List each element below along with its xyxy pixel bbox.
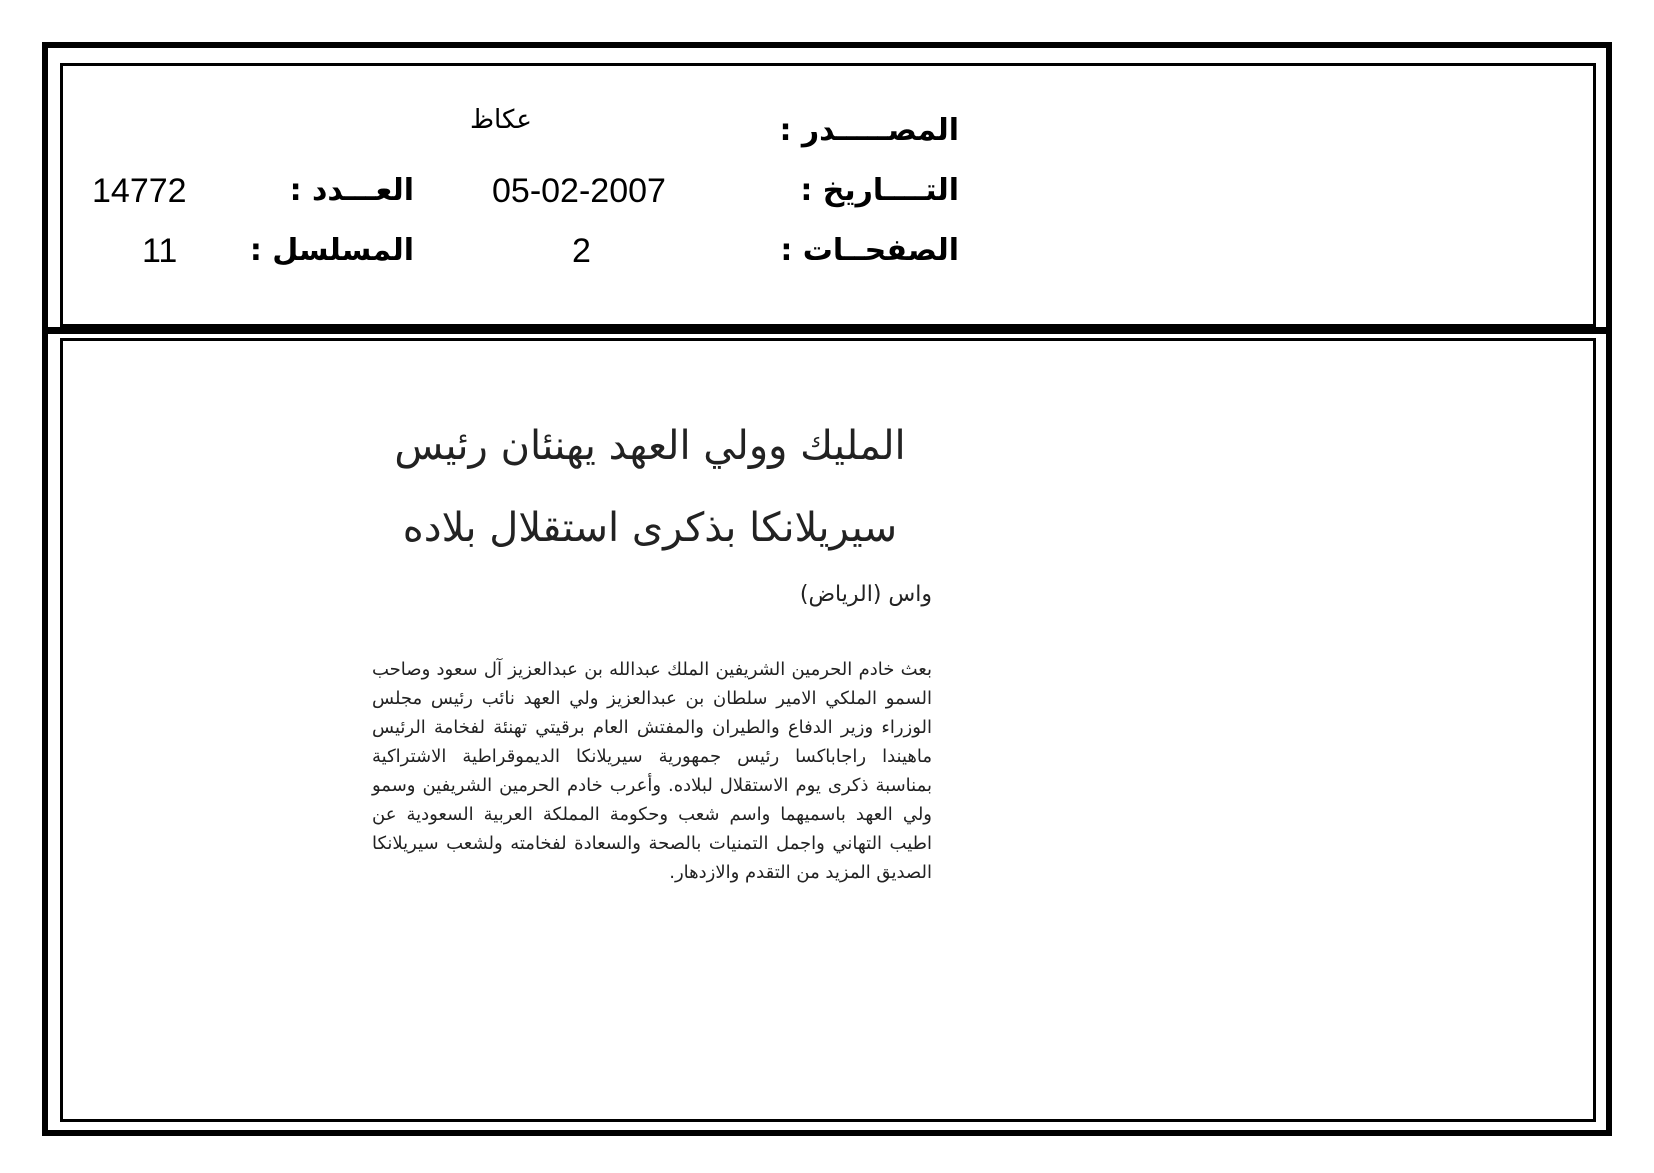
pages-value: 2 bbox=[572, 232, 591, 270]
date-label: التــــاريخ : bbox=[800, 173, 959, 208]
pages-label: الصفحــات : bbox=[780, 233, 959, 268]
header-divider bbox=[42, 327, 1612, 334]
source-label: المصـــــدر : bbox=[779, 113, 959, 148]
article-body: بعث خادم الحرمين الشريفين الملك عبدالله بن عبدالعزيز آل سعود وصاحب السمو الملكي الامير سلطان بن عبدالعزيز ولي العهد نائب رئيس مجلس الوزراء وزير الدفاع والطيران والمفتش العام برقيتي تهنئة لفخامة الرئيس ماهيندا راجاباكسا رئيس جمهورية سيريلانكا الديموقراطية الاشتراكية بمناسبة ذكرى يوم الاستقلال لبلاده. وأعرب خادم الحرمين الشريفين وسمو ولي العهد باسميهما واسم شعب وحكومة المملكة العربية السعودية عن اطيب التهاني واجمل التمنيات بالصحة والسعادة لفخامته ولشعب سيريلانكا الصديق المزيد من التقدم والازدهار. bbox=[372, 659, 932, 883]
issue-value: 14772 bbox=[92, 172, 187, 210]
headline-line-1: المليك وولي العهد يهنئان رئيس bbox=[394, 423, 906, 469]
source-value: عكاظ bbox=[470, 105, 532, 135]
article-byline: واس (الرياض) bbox=[799, 582, 932, 607]
headline-line-2: سيريلانكا بذكرى استقلال بلاده bbox=[402, 505, 898, 551]
issue-label: العـــدد : bbox=[289, 173, 414, 208]
serial-label: المسلسل : bbox=[249, 233, 414, 268]
date-value: 05-02-2007 bbox=[492, 172, 666, 210]
article-headline bbox=[380, 405, 920, 569]
serial-value: 11 bbox=[142, 232, 178, 270]
